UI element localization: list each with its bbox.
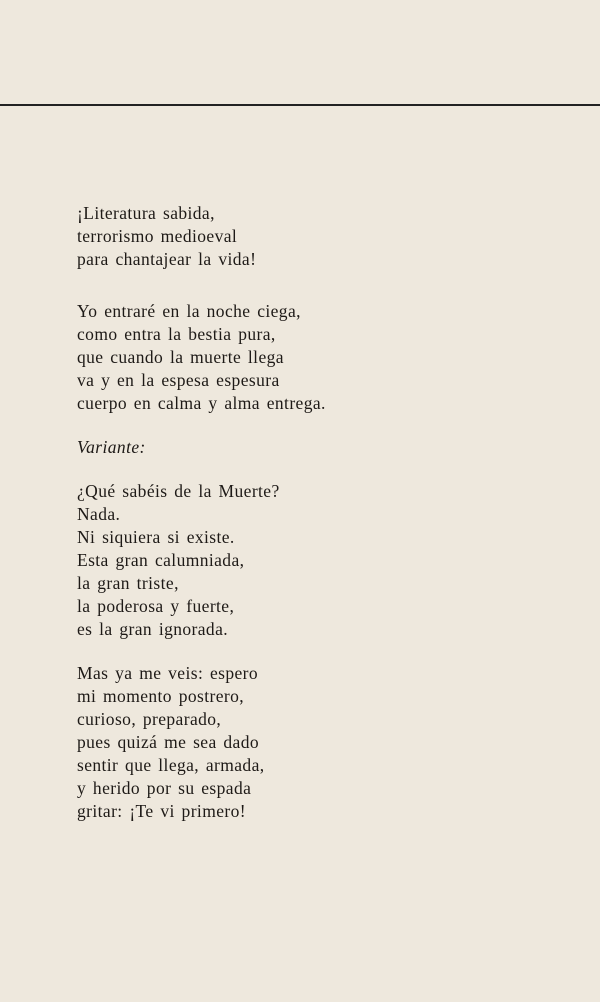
verse-line: Yo entraré en la noche ciega, bbox=[77, 301, 301, 321]
verse-line: ¿Qué sabéis de la Muerte? bbox=[77, 481, 280, 501]
verse-line: Esta gran calumniada, bbox=[77, 550, 245, 570]
verse-line: que cuando la muerte llega bbox=[77, 347, 284, 367]
stanza-4 bbox=[77, 662, 326, 823]
verse-line: la gran triste, bbox=[77, 573, 179, 593]
verse-line: terrorismo medioeval bbox=[77, 226, 238, 246]
verse-line: cuerpo en calma y alma entrega. bbox=[77, 393, 326, 413]
stanza-2 bbox=[77, 300, 326, 415]
verse-line: curioso, preparado, bbox=[77, 709, 222, 729]
stanza-1 bbox=[77, 202, 326, 271]
variant-label: Variante: bbox=[77, 437, 146, 457]
verse-line: mi momento postrero, bbox=[77, 686, 245, 706]
verse-line: es la gran ignorada. bbox=[77, 619, 229, 639]
verse-line: la poderosa y fuerte, bbox=[77, 596, 235, 616]
verse-line: y herido por su espada bbox=[77, 778, 252, 798]
verse-line: para chantajear la vida! bbox=[77, 249, 257, 269]
verse-line: sentir que llega, armada, bbox=[77, 755, 265, 775]
header-rule bbox=[0, 104, 600, 106]
verse-line: ¡Literatura sabida, bbox=[77, 203, 215, 223]
verse-line: Mas ya me veis: espero bbox=[77, 663, 259, 683]
verse-line: pues quizá me sea dado bbox=[77, 732, 260, 752]
verse-line: como entra la bestia pura, bbox=[77, 324, 276, 344]
verse-line: Ni siquiera si existe. bbox=[77, 527, 235, 547]
verse-line: va y en la espesa espesura bbox=[77, 370, 280, 390]
stanza-3 bbox=[77, 480, 326, 641]
poem bbox=[77, 202, 326, 823]
verse-line: gritar: ¡Te vi primero! bbox=[77, 801, 246, 821]
verse-line: Nada. bbox=[77, 504, 121, 524]
